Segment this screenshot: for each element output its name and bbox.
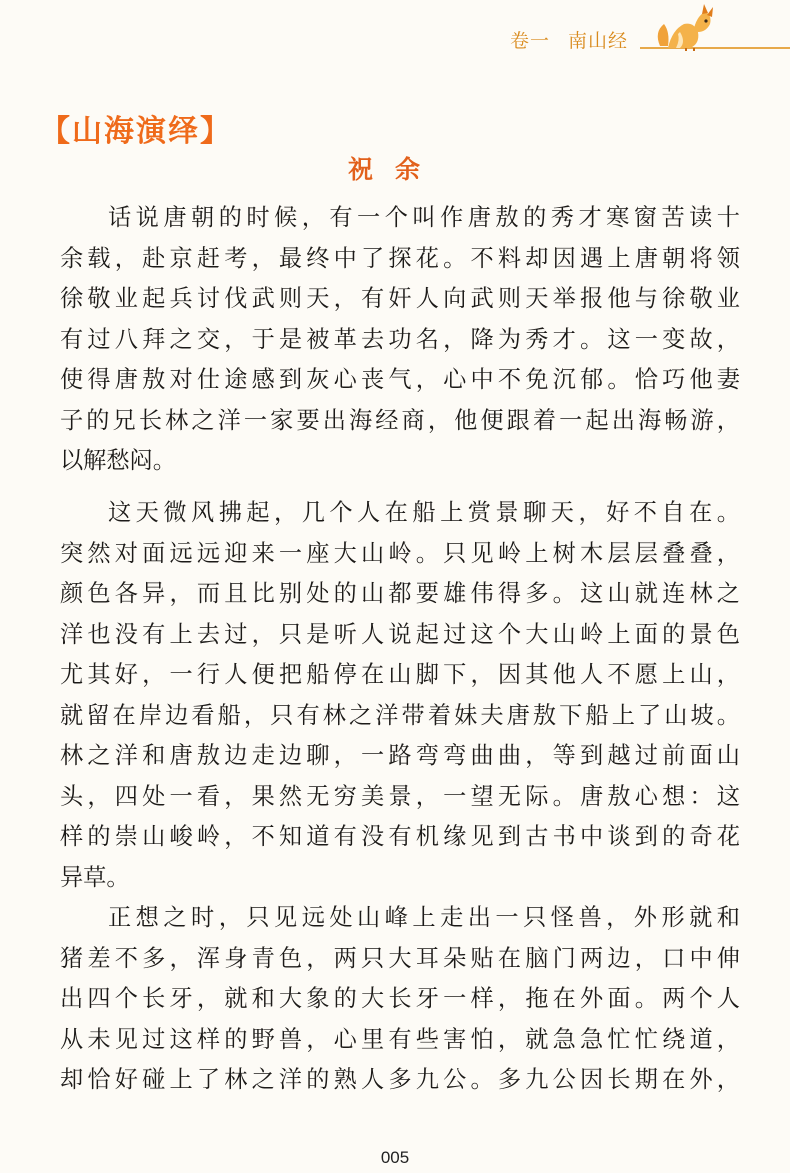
text-line: 子的兄长林之洋一家要出海经商，他便跟着一起出海畅游，: [60, 406, 740, 434]
section-title: 【山海演绎】: [40, 114, 232, 149]
running-head: [510, 26, 628, 53]
text-line: 却恰好碰上了林之洋的熟人多九公。多九公因长期在外，: [60, 1066, 740, 1093]
text-line: 颜色各异，而且比别处的山都要雄伟得多。这山就连林之: [60, 580, 740, 607]
text-line: 从未见过这样的野兽，心里有些害怕，就急急忙忙绕道，: [60, 1025, 740, 1053]
paragraph-3: [60, 898, 740, 1101]
text-line: 以解愁闷。: [60, 447, 176, 474]
text-line: 出四个长牙，就和大象的大长牙一样，拖在外面。两个人: [60, 985, 740, 1012]
page-number: 005: [380, 1148, 410, 1167]
text-line: 林之洋和唐敖边走边聊，一路弯弯曲曲，等到越过前面山: [60, 742, 740, 769]
text-line: 使得唐敖对仕途感到灰心丧气，心中不免沉郁。恰巧他妻: [60, 366, 740, 393]
text-line: 余载，赴京赶考，最终中了探花。不料却因遇上唐朝将领: [60, 244, 740, 272]
text-line: 这天微风拂起，几个人在船上赏景聊天，好不自在。: [108, 499, 740, 526]
text-line: 尤其好，一行人便把船停在山脚下，因其他人不愿上山，: [60, 661, 740, 688]
chapter-label: 南山经: [568, 30, 629, 52]
volume-label: 卷一: [510, 30, 551, 52]
text-line: 头，四处一看，果然无穷美景，一望无际。唐敖心想：这: [60, 782, 740, 810]
text-line: 徐敬业起兵讨伐武则天，有奸人向武则天举报他与徐敬业: [60, 285, 740, 312]
story-title: 祝余: [347, 155, 442, 184]
text-line: 正想之时，只见远处山峰上走出一只怪兽，外形就和: [108, 904, 740, 931]
text-line: 异草。: [60, 863, 130, 891]
text-line: 洋也没有上去过，只是听人说起过这个大山岭上面的景色: [60, 620, 740, 648]
text-line: 话说唐朝的时候，有一个叫作唐敖的秀才寒窗苦读十: [108, 204, 740, 231]
text-line: 有过八拜之交，于是被革去功名，降为秀才。这一变故，: [60, 325, 740, 353]
paragraph-1: [60, 198, 740, 482]
text-line: 就留在岸边看船，只有林之洋带着妹夫唐敖下船上了山坡。: [60, 701, 740, 729]
text-line: 突然对面远远迎来一座大山岭。只见岭上树木层层叠叠，: [60, 539, 740, 567]
text-line: 样的崇山峻岭，不知道有没有机缘见到古书中谈到的奇花: [60, 823, 740, 850]
paragraph-2: [60, 493, 740, 898]
fox-icon: [650, 2, 720, 52]
text-line: 猪差不多，浑身青色，两只大耳朵贴在脑门两边，口中伸: [60, 944, 740, 972]
page-header: [0, 0, 790, 60]
